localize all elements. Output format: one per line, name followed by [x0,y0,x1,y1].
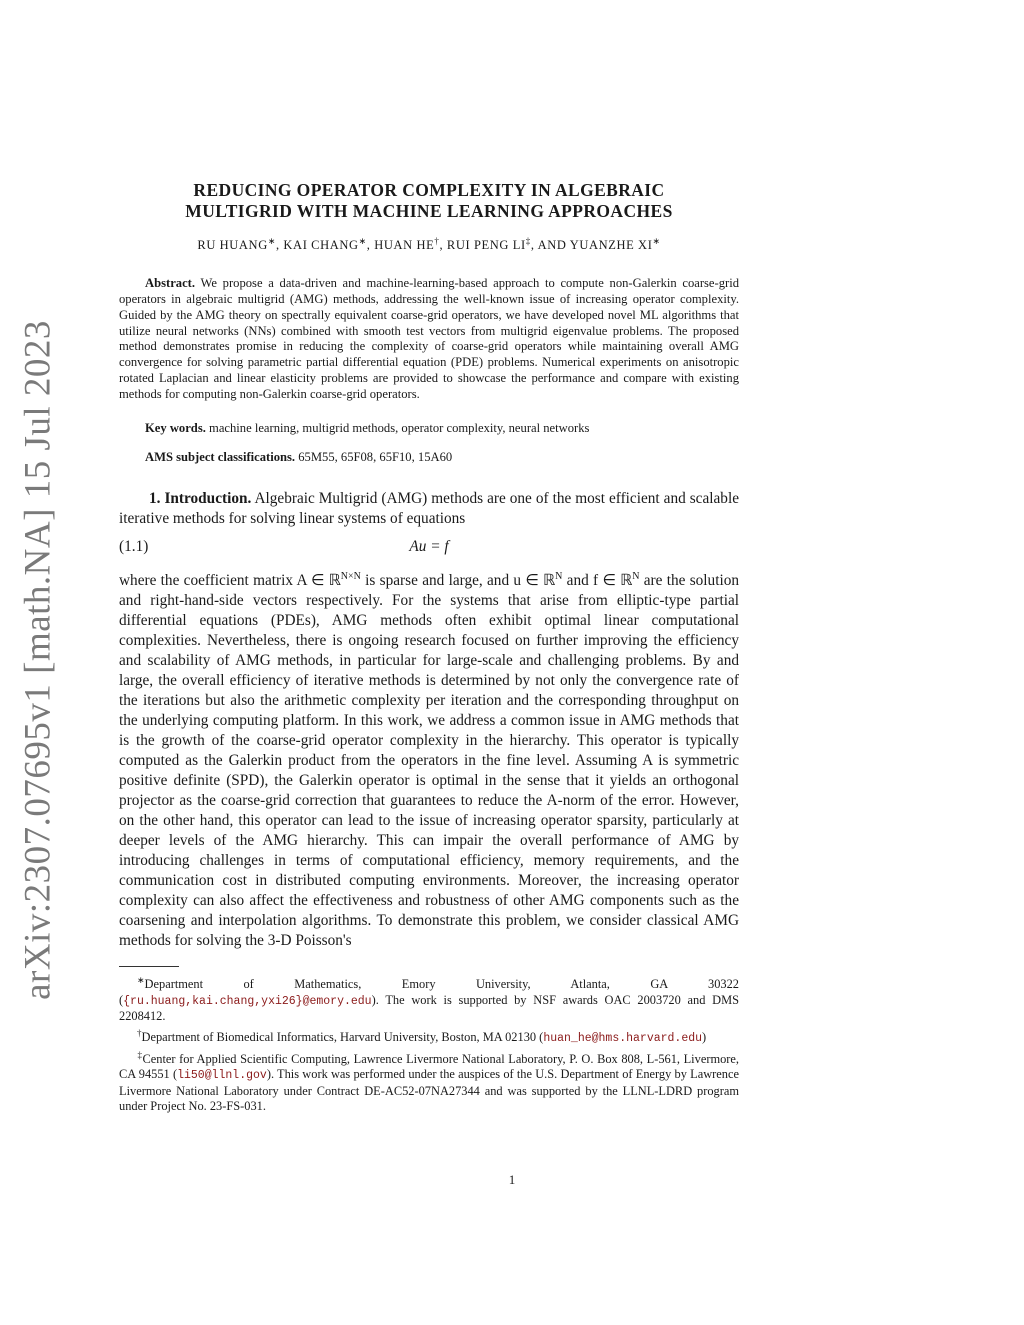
footnote-2-mark: † [137,1027,142,1038]
section-heading: 1. Introduction. [149,489,252,507]
author-1: RU HUANG [197,238,268,253]
author-3: , HUAN HE [366,238,435,253]
author-2: , KAI CHANG [275,238,359,253]
author-1-mark: ∗ [267,236,276,246]
author-2-mark: ∗ [358,236,367,246]
abstract-label: Abstract. [145,276,196,291]
footnote-1-text-a: Department of Mathematics, Emory University, Atlanta, GA 30322 ( [119,977,739,1007]
author-3-mark: † [434,236,440,246]
intro-lead-paragraph [119,489,739,529]
keywords-label: Key words. [145,420,206,435]
ams-classifications [119,450,739,465]
ams-label: AMS subject classifications. [145,449,296,464]
equation-number: (1.1) [119,537,149,555]
footnote-2-text-b: ) [702,1029,707,1044]
paper-page [119,180,739,1116]
paragraph-part-4: are the solution and right-hand-side vectors respectively. For the systems that arise from elliptic-type partial differential equations (PDEs), AMG methods often exhibit optimal linear computational complexities. Nevertheless, there is ongoing research focused on further improving the efficiency and scalability of AMG methods, in particular for large-scale and challenging problems. By and large, the overall efficiency of iterative methods is determined by not only the convergence rate of the iterations but also the arithmetic complexity per iteration and the corresponding throughput on the underlying computing platform. In this work, we address a common issue in AMG methods that is the growth of the coarse-grid operator complexity in the hierarchy. This operator is typically computed as the Galerkin product from the operators in the fine level. Assuming A is symmetric positive definite (SPD), the Galerkin operator is optimal in the sense that it yields an orthogonal projector as the coarse-grid correction that guarantees to reduce the A-norm of the error. However, on the other hand, this operator can lead to the issue of increasing operator sparsity, particularly at deeper levels of the AMG hierarchy. This can impair the overall performance of AMG by introducing challenges in terms of computational efficiency, memory requirements, and the communication cost in distributed computing environments. Moreover, the increasing operator complexity can also affect the effectiveness and robustness of other AMG components such as the coarsening and interpolation algorithms. To demonstrate this problem, we consider classical AMG methods for solving the 3-D Poisson's [119,571,739,949]
abstract-text: We propose a data-driven and machine-learning-based approach to compute non-Galerkin coarse-grid operators in algebraic multigrid (AMG) methods, addressing the well-known issue of increasing operator complexity. Guided by the AMG theory on spectrally equivalent coarse-grid operators, we have developed novel ML algorithms that utilize neural networks (NNs) combined with smooth test vectors from multigrid eigenvalue problems. The proposed method demonstrates promise in reducing the complexity of coarse-grid operators while maintaining overall AMG convergence for solving parametric partial differential equation (PDE) problems. Numerical experiments on anisotropic rotated Laplacian and linear elasticity problems are provided to showcase the performance and compare with existing methods for computing non-Galerkin coarse-grid operators. [119,276,739,401]
keywords [119,421,739,436]
author-list [119,236,739,253]
equation-1-1 [119,538,739,558]
author-5: , AND YUANZHE XI [530,238,653,253]
footnote-3-email-link[interactable]: li50@llnl.gov [177,1069,267,1083]
author-4-mark: ‡ [525,236,531,246]
footnote-3-text-a: Center for Applied Scientific Computing, Lawrence Livermore National Laboratory, P. O. Box 808, L-561, Livermore, CA 94551 ( [119,1051,739,1082]
arxiv-identifier: arXiv:2307.07695v1 [math.NA] 15 Jul 2023 [17,320,59,1000]
arxiv-sidebar [14,320,62,1000]
paragraph-sup-3: N [632,570,640,582]
footnotes [119,973,739,1115]
footnote-2-email-link[interactable]: huan_he@hms.harvard.edu [543,1031,703,1045]
footnote-1-text-b: ). The work is supported by NSF awards OAC 2003720 and DMS 2208412. [119,992,739,1024]
footnote-3-mark: ‡ [137,1049,143,1060]
footnote-2-text-a: Department of Biomedical Informatics, Harvard University, Boston, MA 02130 ( [141,1029,544,1044]
footnote-1 [119,973,739,1025]
section-lead-text: Algebraic Multigrid (AMG) methods are one of the most efficient and scalable iterative methods for solving linear systems of equations [119,489,739,527]
author-4: , RUI PENG LI [439,238,526,253]
abstract [119,276,739,402]
ams-text: 65M55, 65F08, 65F10, 15A60 [298,449,453,464]
paragraph-part-1: where the coefficient matrix A ∈ ℝ [119,571,341,589]
footnote-2 [119,1026,739,1047]
footnote-3-text-b: ). This work was performed under the auspices of the U.S. Department of Energy by Lawrence Livermore National Laboratory under Contract DE-AC52-07NA27344 and was supported by the LLNL-LDRD program under Project No. 23-FS-031. [119,1067,739,1114]
paragraph-part-2: is sparse and large, and u ∈ ℝ [360,571,556,589]
equation-body: Au = f [409,537,449,555]
footnote-1-email-link[interactable]: {ru.huang,kai.chang,yxi26}@emory.edu [123,994,372,1008]
footnote-rule [119,966,179,967]
author-5-mark: ∗ [652,236,661,246]
intro-paragraph [119,567,739,951]
title-line-2: MULTIGRID WITH MACHINE LEARNING APPROACHES [185,201,673,221]
page-number: 1 [508,1172,516,1187]
footnote-1-mark: ∗ [137,974,145,985]
footnote-3 [119,1048,739,1116]
title-line-1: REDUCING OPERATOR COMPLEXITY IN ALGEBRAIC [193,180,665,200]
paragraph-sup-1: N×N [340,570,361,582]
keywords-text: machine learning, multigrid methods, operator complexity, neural networks [209,420,590,435]
paragraph-sup-2: N [555,570,563,582]
paragraph-part-3: and f ∈ ℝ [562,571,633,589]
paper-title [119,180,739,222]
